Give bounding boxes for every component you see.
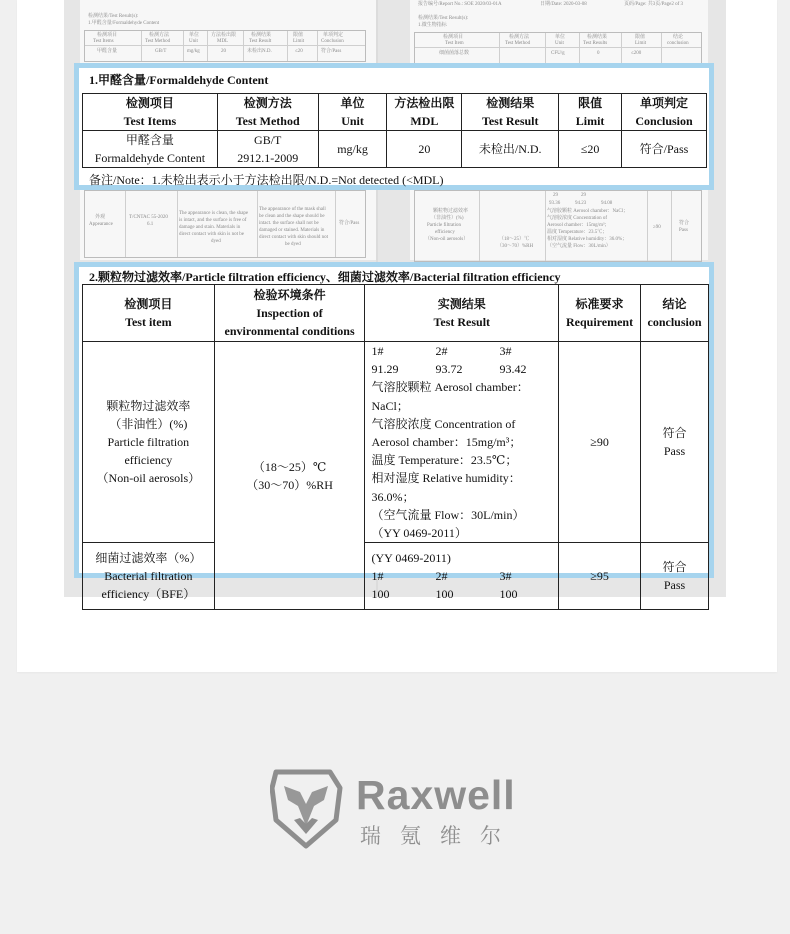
cell-result: 未检出/N.D. xyxy=(462,131,559,168)
formaldehyde-panel xyxy=(74,63,714,190)
th-environment: 检验环境条件 Inspection of environmental conditions xyxy=(214,285,365,342)
formaldehyde-title: 1.甲醛含量/Formaldehyde Content xyxy=(89,73,269,87)
th-limit: 限值 Limit xyxy=(559,94,622,131)
cell-conclusion: 符合/Pass xyxy=(622,131,707,168)
th-mdl: 方法检出限 MDL xyxy=(387,94,462,131)
filtration-panel xyxy=(74,262,714,602)
cell-pfe-result: 1# 2# 3# 91.29 93.72 93.42 气溶胶颗粒 Aerosol chamber：NaCl； 气溶胶浓度 Concentration of Aerosol chamber：15mg/m³； 温度 Temperature：23.5℃； 相对湿度 Relative humidity：36.0%； （空气流量 Flow：30L/min） （YY 0469-2011） xyxy=(365,342,559,543)
th-conclusion: 单项判定 Conclusion xyxy=(622,94,707,131)
filtration-table xyxy=(82,284,709,610)
th-requirement: 标准要求 Requirement xyxy=(559,285,641,342)
cell-bfe-item: 细菌过滤效率（%） Bacterial filtration efficiency（BFE） xyxy=(83,543,215,610)
table-row xyxy=(83,342,709,543)
th-test-item: 检测项目 Test item xyxy=(83,285,215,342)
report-page-right: 报告编号/Report No.: SOE 2020/03-01A 日期/Date: 2020-03-08 页码/Page: 共3页/Page2 of 3 检测结果/Test Result(s): 1.微生物指标 检测项目 检测方法 单位 检测结果 限值 结论 Test Item Test Method Unit Test Results Limit conclusion 细菌菌落总数 CFU/g 0 ≤200 29 29 93.36 94.23 94.08 气溶胶颗粒 Aerosol chamber：NaCl； 气溶胶浓度 Concentration of Aerosol chamber：15mg/m³； 温度 Temperature：23.5℃； 相对湿度 Relative humidity：36.0%； （空气流量 Flow：30L/min） 颗粒物过滤效率 （非油性）(%) Particle filtration efficiency （Non-oil aerosols） （18～25）℃ （30～70）%RH ≥90 符合 Pass xyxy=(410,0,708,260)
cell-bfe-result: (YY 0469-2011) 1# 2# 3# 100 100 100 xyxy=(365,543,559,610)
filtration-header-row xyxy=(83,285,709,342)
cell-limit: ≤20 xyxy=(559,131,622,168)
cell-item: 甲醛含量 Formaldehyde Content xyxy=(83,131,218,168)
th-test-method: 检测方法 Test Method xyxy=(217,94,318,131)
formaldehyde-table xyxy=(82,93,707,168)
bg-left-lower-table: 外观 Appearance T/CNTAC 55-2020 6.1 The appearance is clean, the shape is intact, and the surface is free of damage and stain. Materials in direct contact with skin is not be dyed The appearance of the mask shall be clean and the shape should be intact. the surface shall not be damaged or stained. Materials in direct contact with skin should not be dyed 符合/Pass xyxy=(84,190,366,258)
th-test-result: 检测结果 Test Result xyxy=(462,94,559,131)
cell-bfe-conclusion: 符合 Pass xyxy=(641,543,709,610)
table-row xyxy=(83,131,707,168)
cell-method: GB/T 2912.1-2009 xyxy=(217,131,318,168)
th-result: 实测结果 Test Result xyxy=(365,285,559,342)
cell-environment: （18～25）℃ （30～70）%RH xyxy=(214,342,365,610)
bg-left-table: 检测项目 检测方法 单位 方法检出限 检测结果 限值 单项判定 Test Items Test Method Unit MDL Test Result Limit Conclusion 甲醛含量 GB/T mg/kg 20 未检出N.D. ≤20 符合/Pass xyxy=(84,30,366,62)
bg-right-table: 检测项目 检测方法 单位 检测结果 限值 结论 Test Item Test Method Unit Test Results Limit conclusion 细菌菌落总数 CFU/g 0 ≤200 xyxy=(414,32,702,64)
filtration-title: 2.颗粒物过滤效率/Particle filtration efficiency、细菌过滤效率/Bacterial filtration efficiency xyxy=(89,270,561,284)
th-unit: 单位 Unit xyxy=(318,94,387,131)
cell-pfe-item: 颗粒物过滤效率 （非油性）(%) Particle filtration efficiency （Non-oil aerosols） xyxy=(83,342,215,543)
cell-pfe-conclusion: 符合 Pass xyxy=(641,342,709,543)
formaldehyde-header-row xyxy=(83,94,707,131)
th-test-items: 检测项目 Test Items xyxy=(83,94,218,131)
bg-right-lower-table: 29 29 93.36 94.23 94.08 气溶胶颗粒 Aerosol chamber：NaCl； 气溶胶浓度 Concentration of Aerosol chamber：15mg/m³； 温度 Temperature：23.5℃； 相对湿度 Relative humidity：36.0%； （空气流量 Flow：30L/min） 颗粒物过滤效率 （非油性）(%) Particle filtration efficiency （Non-oil aerosols） （18～25）℃ （30～70）%RH ≥90 符合 Pass xyxy=(414,190,702,262)
brand-name-cn: 瑞氪维尔 xyxy=(360,824,520,848)
cell-mdl: 20 xyxy=(387,131,462,168)
bg-left-header: 检测结果/Test Result(s): xyxy=(88,14,139,19)
brand-name: Raxwell xyxy=(356,772,516,818)
bg-left-sub: 1.甲醛含量/Formaldehyde Content xyxy=(88,21,160,26)
formaldehyde-note: 备注/Note：1.未检出表示小于方法检出限/N.D.=Not detected (<MDL) xyxy=(89,173,444,187)
th-conclusion: 结论 conclusion xyxy=(641,285,709,342)
cell-unit: mg/kg xyxy=(318,131,387,168)
cell-pfe-requirement: ≥90 xyxy=(559,342,641,543)
cell-bfe-requirement: ≥95 xyxy=(559,543,641,610)
table-row xyxy=(83,543,709,610)
